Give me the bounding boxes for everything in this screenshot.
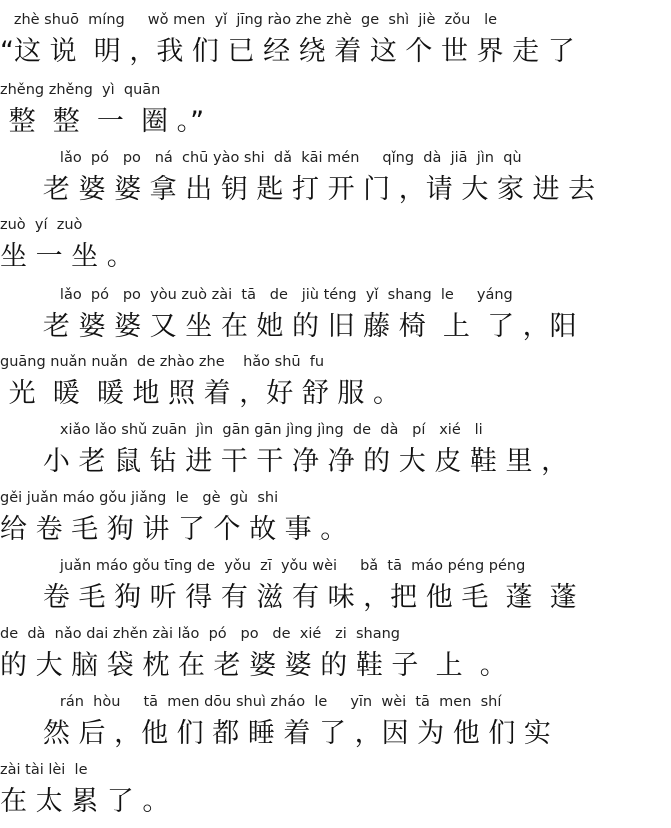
pinyin-row: lǎo pó po yòu zuò zài tā de jiù téng yǐ shang le yáng bbox=[0, 287, 513, 303]
pinyin-row: zhěng zhěng yì quān bbox=[0, 82, 161, 98]
hanzi-row: 给 卷 毛 狗 讲 了 个 故 事 。 bbox=[0, 514, 348, 545]
pinyin-row: de dà nǎo dai zhěn zài lǎo pó po de xié zi shang bbox=[0, 626, 400, 642]
pinyin-row: xiǎo lǎo shǔ zuān jìn gān gān jìng jìng de dà pí xié li bbox=[0, 422, 483, 438]
hanzi-row: 老 婆 婆 拿 出 钥 匙 打 开 门 ，请 大 家 进 去 bbox=[0, 174, 596, 205]
pinyin-row: zuò yí zuò bbox=[0, 217, 83, 233]
hanzi-row: “这 说 明 ，我 们 已 经 绕 着 这 个 世 界 走 了 bbox=[0, 36, 575, 67]
hanzi-row: 光 暖 暖 地 照 着 ，好 舒 服 。 bbox=[0, 378, 400, 409]
hanzi-row: 然 后 ，他 们 都 睡 着 了 ，因 为 他 们 实 bbox=[0, 718, 551, 749]
pinyin-row: juǎn máo gǒu tīng de yǒu zī yǒu wèi bǎ tā máo péng péng bbox=[0, 558, 526, 574]
pinyin-row: lǎo pó po ná chū yào shi dǎ kāi mén qǐng dà jiā jìn qù bbox=[0, 150, 522, 166]
pinyin-row: guāng nuǎn nuǎn de zhào zhe hǎo shū fu bbox=[0, 354, 325, 370]
hanzi-row: 小 老 鼠 钻 进 干 干 净 净 的 大 皮 鞋 里 ， bbox=[0, 446, 569, 477]
pinyin-row: zhè shuō míng wǒ men yǐ jīng rào zhe zhè ge shì jiè zǒu le bbox=[0, 12, 498, 28]
hanzi-row: 坐 一 坐 。 bbox=[0, 241, 134, 272]
hanzi-row: 卷 毛 狗 听 得 有 滋 有 味 ，把 他 毛 蓬 蓬 bbox=[0, 582, 577, 613]
hanzi-row: 老 婆 婆 又 坐 在 她 的 旧 藤 椅 上 了 ，阳 bbox=[0, 311, 577, 342]
pinyin-row: gěi juǎn máo gǒu jiǎng le gè gù shi bbox=[0, 490, 279, 506]
hanzi-row: 的 大 脑 袋 枕 在 老 婆 婆 的 鞋 子 上 。 bbox=[0, 650, 507, 681]
pinyin-row: zài tài lèi le bbox=[0, 762, 88, 778]
hanzi-row: 在 太 累 了 。 bbox=[0, 786, 170, 817]
hanzi-row: 整 整 一 圈 。” bbox=[0, 106, 205, 137]
pinyin-row: rán hòu tā men dōu shuì zháo le yīn wèi tā men shí bbox=[0, 694, 502, 710]
